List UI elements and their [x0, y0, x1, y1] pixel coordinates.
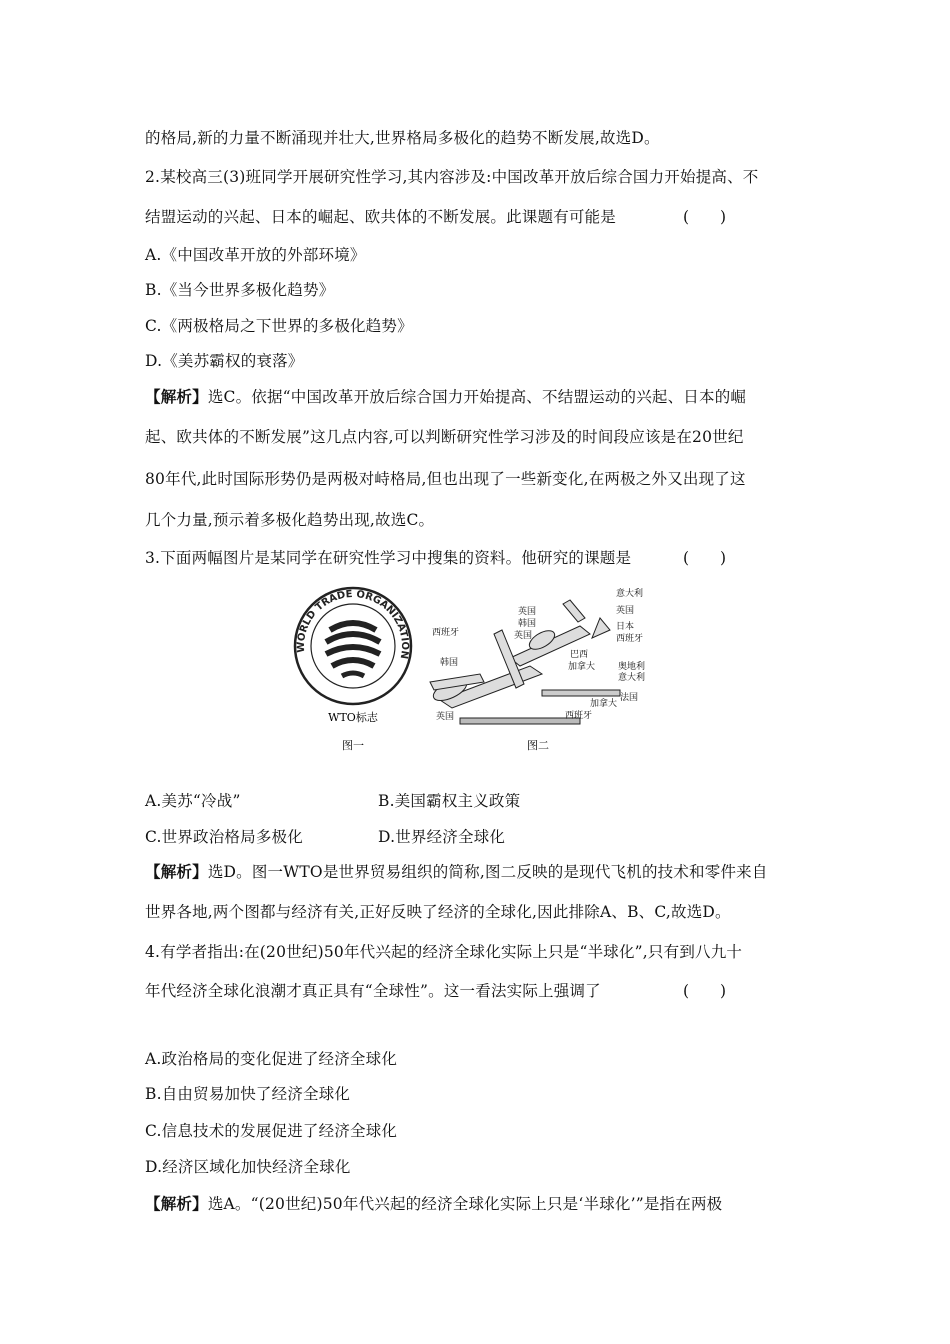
q3-analysis-cont: 世界各地,两个图都与经济有关,正好反映了经济的全球化,因此排除A、B、C,故选D。: [145, 903, 731, 921]
q4-option-c: C.信息技术的发展促进了经济全球化: [145, 1122, 398, 1140]
plane-label: 英国: [616, 606, 635, 616]
analysis-text: 选A。“(20世纪)50年代兴起的经济全球化实际上只是‘半球化’”是指在两极: [207, 1195, 723, 1213]
q3-analysis: [145, 860, 768, 882]
wto-logo: [295, 588, 411, 704]
plane-label: 韩国: [518, 619, 537, 629]
answer-bracket: ( ): [683, 549, 727, 567]
figure-1-caption: 图一: [342, 739, 364, 752]
plane-label: 日本: [616, 622, 635, 632]
analysis-text: 选D。图一WTO是世界贸易组织的简称,图二反映的是现代飞机的技术和零件来自: [207, 863, 768, 881]
question-4-stem: 4.有学者指出:在(20世纪)50年代兴起的经济全球化实际上只是“半球化”,只有到八九十: [145, 943, 743, 961]
q3-option-b: B.美国霸权主义政策: [378, 792, 521, 810]
figure-block: [280, 578, 660, 758]
q3-option-a: A.美苏“冷战”: [145, 792, 241, 810]
q2-option-d: D.《美苏霸权的衰落》: [145, 352, 304, 370]
q2-option-a: A.《中国改革开放的外部环境》: [145, 246, 366, 264]
q4-option-a: A.政治格局的变化促进了经济全球化: [145, 1050, 398, 1068]
analysis-text: 选C。依据“中国改革开放后综合国力开始提高、不结盟运动的兴起、日本的崛: [207, 388, 747, 406]
plane-label: 巴西: [570, 650, 589, 660]
wto-ring-text: WORLD TRADE ORGANIZATION: [295, 589, 411, 660]
plane-label: 意大利: [616, 589, 644, 599]
q2-option-b: B.《当今世界多极化趋势》: [145, 281, 335, 299]
answer-bracket: ( ): [683, 982, 727, 1000]
plane-label: 西班牙: [565, 711, 593, 721]
question-3-stem: 3.下面两幅图片是某同学在研究性学习中搜集的资料。他研究的课题是: [145, 549, 632, 567]
q2-analysis-cont: 起、欧共体的不断发展”这几点内容,可以判断研究性学习涉及的时间段应该是在20世纪: [145, 428, 744, 446]
plane-label: 法国: [620, 693, 639, 703]
plane-label: 加拿大: [590, 699, 618, 709]
q4-option-d: D.经济区域化加快经济全球化: [145, 1158, 351, 1176]
plane-label: 英国: [514, 631, 533, 641]
plane-label: 英国: [518, 607, 537, 617]
plane-label: 意大利: [618, 673, 646, 683]
text-line: 的格局,新的力量不断涌现并壮大,世界格局多极化的趋势不断发展,故选D。: [145, 129, 660, 147]
q2-analysis-cont: 80年代,此时国际形势仍是两极对峙格局,但也出现了一些新变化,在两极之外又出现了这: [145, 470, 746, 488]
analysis-tag: 【解析】: [145, 862, 208, 881]
q2-analysis: [145, 385, 746, 407]
plane-label: 西班牙: [432, 628, 460, 638]
wto-caption: WTO标志: [328, 711, 378, 724]
answer-bracket: ( ): [683, 208, 727, 226]
plane-label: 西班牙: [616, 634, 644, 644]
plane-label: 奥地利: [618, 662, 646, 672]
q2-option-c: C.《两极格局之下世界的多极化趋势》: [145, 317, 413, 335]
analysis-tag: 【解析】: [145, 387, 208, 406]
question-4-stem-cont: 年代经济全球化浪潮才真正具有“全球性”。这一看法实际上强调了: [145, 982, 601, 1000]
q4-option-b: B.自由贸易加快了经济全球化: [145, 1085, 351, 1103]
figure-2-caption: 图二: [527, 739, 549, 752]
plane-label: 韩国: [440, 658, 459, 668]
q3-option-d: D.世界经济全球化: [378, 828, 506, 846]
q2-analysis-cont: 几个力量,预示着多极化趋势出现,故选C。: [145, 511, 435, 529]
question-2-stem-cont: 结盟运动的兴起、日本的崛起、欧共体的不断发展。此课题有可能是: [145, 208, 617, 226]
plane-label: 英国: [436, 712, 455, 722]
q4-analysis: [145, 1192, 722, 1214]
analysis-tag: 【解析】: [145, 1194, 208, 1213]
plane-label: 加拿大: [568, 662, 596, 672]
question-2-stem: 2.某校高三(3)班同学开展研究性学习,其内容涉及:中国改革开放后综合国力开始提高、不: [145, 168, 759, 186]
q3-option-c: C.世界政治格局多极化: [145, 828, 303, 846]
